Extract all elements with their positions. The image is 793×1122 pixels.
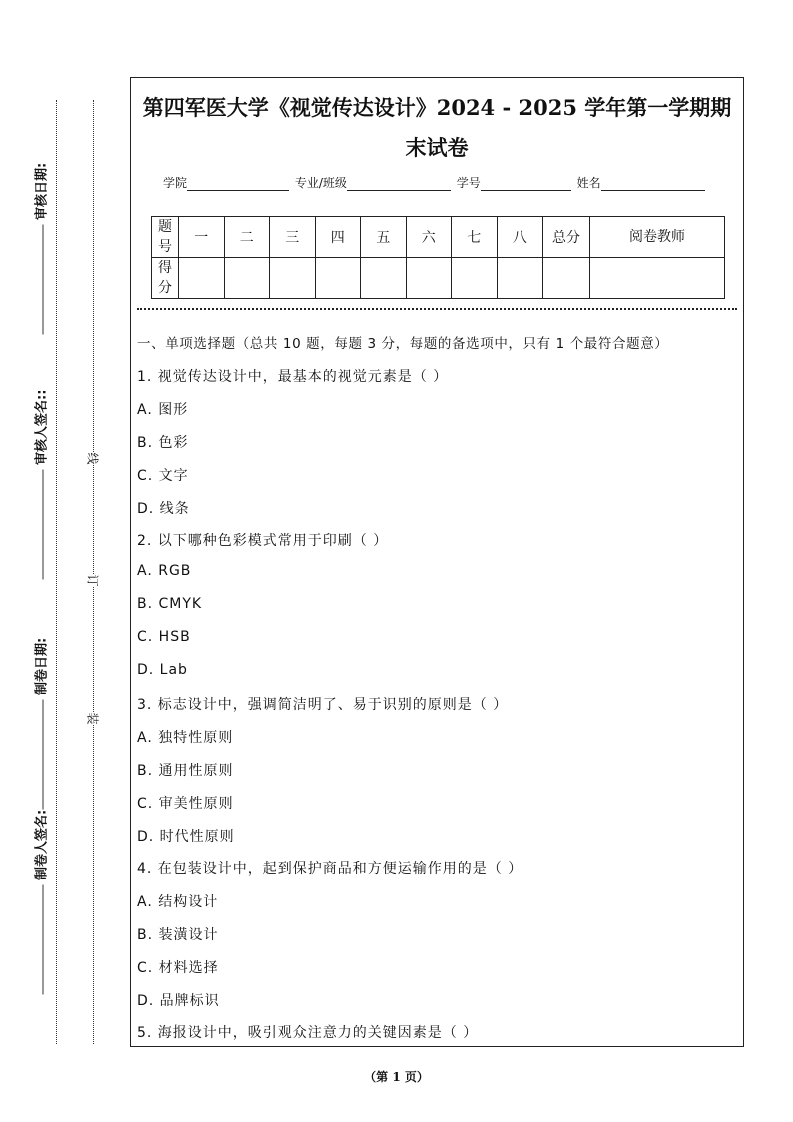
field-name-label: 姓名 (576, 176, 601, 190)
score-col-8: 八 (497, 217, 543, 258)
score-col-5: 五 (361, 217, 407, 258)
question-4-option-d: D. 品牌标识 (137, 993, 220, 1009)
question-3-option-a: A. 独特性原则 (137, 730, 234, 746)
score-col-7: 七 (452, 217, 498, 258)
score-cell-2[interactable] (224, 258, 270, 299)
score-table (151, 216, 725, 299)
question-2-option-b: B. CMYK (137, 596, 203, 612)
score-col-reviewer: 阅卷教师 (590, 217, 725, 258)
question-5-stem: 5. 海报设计中，吸引观众注意力的关键因素是（ ） (137, 1025, 479, 1041)
score-col-6: 六 (406, 217, 452, 258)
question-4-option-c: C. 材料选择 (137, 960, 219, 976)
score-cell-1[interactable] (179, 258, 225, 299)
score-cell-reviewer[interactable] (590, 258, 725, 299)
score-cell-3[interactable] (270, 258, 316, 299)
score-col-1: 一 (179, 217, 225, 258)
score-table-header-row (152, 217, 725, 258)
question-4-stem: 4. 在包装设计中，起到保护商品和方便运输作用的是（ ） (137, 861, 524, 877)
score-cell-7[interactable] (452, 258, 498, 299)
field-id-blank[interactable] (481, 177, 571, 191)
field-id-label: 学号 (456, 176, 481, 190)
field-major-blank[interactable] (347, 177, 451, 191)
score-table-score-row (152, 258, 725, 299)
score-col-total: 总分 (543, 217, 590, 258)
question-1-option-a: A. 图形 (137, 402, 189, 418)
page-number: （第 1 页） (364, 1070, 429, 1084)
score-table-row2-head: 得分 (152, 258, 179, 299)
exam-frame (130, 77, 744, 1047)
score-cell-8[interactable] (497, 258, 543, 299)
question-3-option-d: D. 时代性原则 (137, 829, 235, 845)
question-3-option-c: C. 审美性原则 (137, 796, 234, 812)
question-1-stem: 1. 视觉传达设计中，最基本的视觉元素是（ ） (137, 369, 449, 385)
exam-title: 第四军医大学《视觉传达设计》2024 - 2025 学年第一学期期末试卷 (142, 95, 732, 160)
question-2-stem: 2. 以下哪种色彩模式常用于印刷（ ） (137, 533, 389, 549)
question-3-stem: 3. 标志设计中，强调简洁明了、易于识别的原则是（ ） (137, 697, 509, 713)
binding-line-outer (56, 100, 57, 1044)
binding-line-inner (93, 100, 94, 1044)
section1-heading: 一、单项选择题（总共 10 题，每题 3 分，每题的备选项中，只有 1 个最符合题意） (137, 336, 669, 352)
score-cell-6[interactable] (406, 258, 452, 299)
review-date-label: 审核日期: (31, 175, 50, 335)
score-cell-total[interactable] (543, 258, 590, 299)
binding-char-bind: 订 (83, 574, 104, 586)
field-college-label: 学院 (163, 176, 188, 190)
question-3-option-b: B. 通用性原则 (137, 763, 234, 779)
question-2-option-d: D. Lab (137, 662, 188, 678)
question-1-option-b: B. 色彩 (137, 435, 189, 451)
field-college-blank[interactable] (187, 177, 289, 191)
field-major-label: 专业/班级 (294, 176, 347, 190)
compile-date-label: 制卷日期: (31, 650, 50, 810)
question-2-option-c: C. HSB (137, 629, 191, 645)
question-1-option-c: C. 文字 (137, 468, 189, 484)
question-2-option-a: A. RGB (137, 563, 192, 579)
score-col-2: 二 (224, 217, 270, 258)
compiler-signature-label: 制卷人签名: (31, 835, 50, 995)
score-col-4: 四 (315, 217, 361, 258)
score-cell-5[interactable] (361, 258, 407, 299)
reviewer-signature-label: 审核人签名:: (31, 420, 50, 580)
score-table-row1-head: 题号 (152, 217, 179, 258)
section-divider (137, 308, 737, 310)
question-4-option-b: B. 装潢设计 (137, 927, 219, 943)
question-4-option-a: A. 结构设计 (137, 894, 219, 910)
field-name-blank[interactable] (601, 177, 705, 191)
student-info-row (163, 174, 707, 191)
binding-char-mount: 装 (83, 712, 104, 724)
score-col-3: 三 (270, 217, 316, 258)
binding-char-line: 线 (83, 452, 104, 464)
score-cell-4[interactable] (315, 258, 361, 299)
question-1-option-d: D. 线条 (137, 501, 190, 517)
